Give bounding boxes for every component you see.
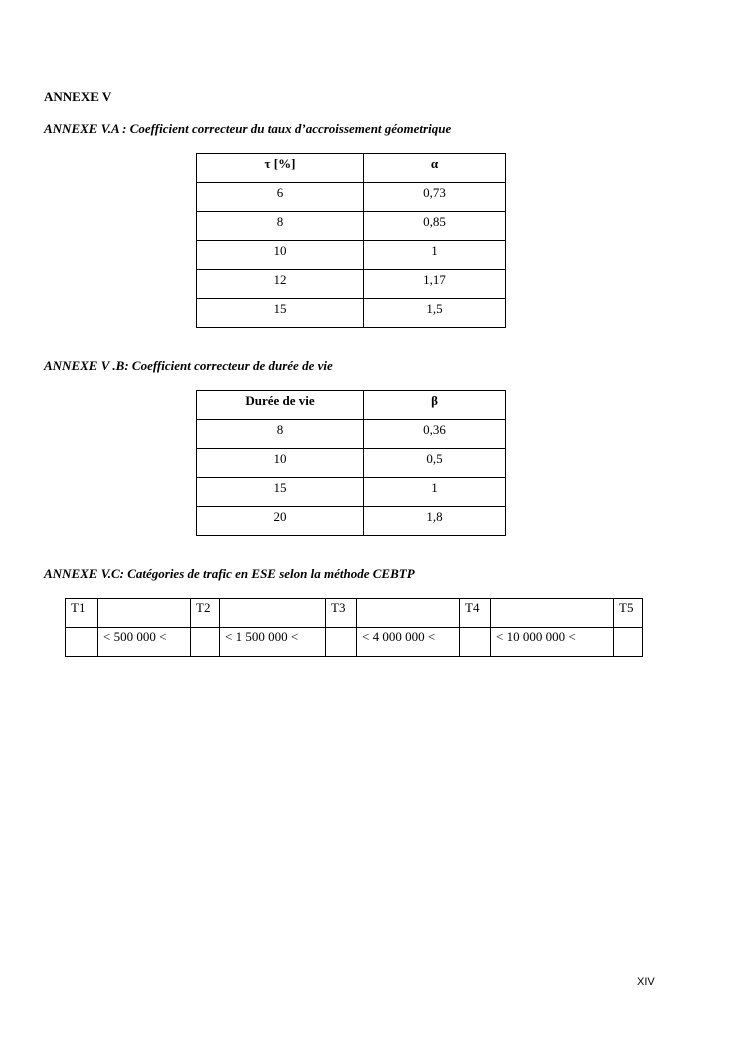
table-header-row — [197, 391, 506, 420]
table-row — [197, 420, 506, 449]
empty-cell — [220, 599, 326, 628]
table-row — [197, 270, 506, 299]
empty-cell — [357, 599, 460, 628]
traffic-threshold: < 1 500 000 < — [220, 628, 326, 657]
header-beta: β — [364, 391, 506, 420]
section-b-title: ANNEXE V .B: Coefficient correcteur de durée de vie — [44, 358, 333, 373]
table-growth-rate-coefficient — [196, 153, 506, 328]
traffic-threshold: < 10 000 000 < — [491, 628, 614, 657]
traffic-threshold-row — [66, 628, 643, 657]
table-row — [197, 449, 506, 478]
empty-cell — [98, 599, 191, 628]
empty-cell — [191, 628, 220, 657]
traffic-threshold: < 4 000 000 < — [357, 628, 460, 657]
cell-alpha: 0,73 — [364, 183, 506, 212]
cell-beta: 1,8 — [364, 507, 506, 536]
traffic-class-label: T5 — [614, 599, 643, 628]
section-a-title: ANNEXE V.A : Coefficient correcteur du taux d’accroissement géometrique — [44, 121, 452, 136]
header-tau: τ [%] — [197, 154, 364, 183]
empty-cell — [614, 628, 643, 657]
cell-tau: 8 — [197, 212, 364, 241]
table-row — [197, 299, 506, 328]
table-row — [197, 478, 506, 507]
table-header-row — [197, 154, 506, 183]
traffic-class-label: T4 — [460, 599, 491, 628]
cell-lifetime: 15 — [197, 478, 364, 507]
header-alpha: α — [364, 154, 506, 183]
table-row — [197, 212, 506, 241]
page-number: XIV — [637, 976, 655, 988]
section-c-title: ANNEXE V.C: Catégories de trafic en ESE selon la méthode CEBTP — [44, 566, 415, 581]
empty-cell — [66, 628, 98, 657]
annex-title: ANNEXE V — [44, 89, 112, 104]
traffic-class-label: T3 — [326, 599, 357, 628]
traffic-class-label: T1 — [66, 599, 98, 628]
header-lifetime: Durée de vie — [197, 391, 364, 420]
traffic-class-row — [66, 599, 643, 628]
table-lifetime-coefficient — [196, 390, 506, 536]
cell-lifetime: 20 — [197, 507, 364, 536]
cell-tau: 12 — [197, 270, 364, 299]
table-row — [197, 183, 506, 212]
empty-cell — [326, 628, 357, 657]
table-row — [197, 507, 506, 536]
table-traffic-categories — [65, 598, 643, 657]
cell-lifetime: 8 — [197, 420, 364, 449]
traffic-threshold: < 500 000 < — [98, 628, 191, 657]
table-row — [197, 241, 506, 270]
cell-lifetime: 10 — [197, 449, 364, 478]
cell-beta: 0,36 — [364, 420, 506, 449]
cell-beta: 0,5 — [364, 449, 506, 478]
empty-cell — [460, 628, 491, 657]
cell-tau: 10 — [197, 241, 364, 270]
cell-alpha: 1,17 — [364, 270, 506, 299]
empty-cell — [491, 599, 614, 628]
cell-alpha: 0,85 — [364, 212, 506, 241]
cell-tau: 6 — [197, 183, 364, 212]
cell-alpha: 1,5 — [364, 299, 506, 328]
cell-tau: 15 — [197, 299, 364, 328]
cell-alpha: 1 — [364, 241, 506, 270]
cell-beta: 1 — [364, 478, 506, 507]
traffic-class-label: T2 — [191, 599, 220, 628]
